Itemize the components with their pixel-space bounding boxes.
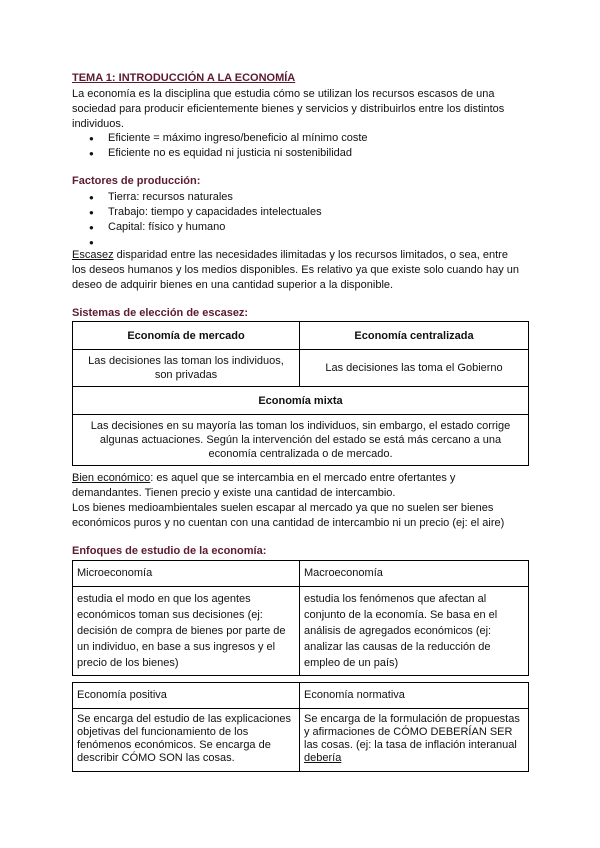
intro-line: La economía es la disciplina que estudia cómo se utilizan los recursos escasos de una [72,88,495,100]
page-title: TEMA 1: INTRODUCCIÓN A LA ECONOMÍA [72,72,296,84]
enfoques-heading: Enfoques de estudio de la economía: [72,545,267,557]
list-item: ● Trabajo: tiempo y capacidades intelectuales [72,205,322,220]
bien-paragraph-line: económicos puros y no cuentan con una cantidad de intercambio ni un precio (ej: el aire) [72,517,505,529]
sistemas-heading: Sistemas de elección de escasez: [72,307,249,319]
enfoques-table [72,560,529,676]
intro-line: individuos. [72,118,124,130]
table-cell: estudia el modo en que los agentes económicos toman sus decisiones (ej: decisión de compra de bienes por parte de un individuo, en base a sus ingresos y el precio de los bienes) [73,587,300,676]
factores-heading: Factores de producción: [72,175,201,187]
escasez-paragraph-line: los deseos humanos y los medios disponibles. Es relativo ya que existe solo cuando hay un [72,264,519,276]
factores-bullet-list [72,190,322,250]
escasez-paragraph-line [72,248,532,263]
table-header-cell: Economía mixta [73,387,529,415]
intro-bullet-list [72,131,368,161]
intro-line: sociedad para producir eficientemente bienes y servicios y distribuirlos entre los distintos [72,103,505,115]
bien-definition: : es aquel que se intercambia en el mercado entre ofertantes y [150,472,456,484]
list-item: ● Tierra: recursos naturales [72,190,322,205]
bien-term: Bien económico [72,472,151,484]
table-cell: Las decisiones en su mayoría las toman los individuos, sin embargo, el estado corrige algunas actuaciones. Según la intervención del estado se está más cercano a una economía centralizada o de mercado. [73,415,529,466]
sistemas-table [72,321,529,466]
normativa-underlined-word: debería [304,752,342,764]
escasez-term: Escasez [72,249,114,261]
escasez-definition: disparidad entre las necesidades ilimitadas y los recursos limitados, o sea, entre [113,249,508,261]
list-item: ● Capital: físico y humano [72,220,322,235]
bien-paragraph-line: demandantes. Tienen precio y existe una cantidad de intercambio. [72,487,396,499]
bien-paragraph-line: Los bienes medioambientales suelen escapar al mercado ya que no suelen ser bienes [72,502,494,514]
list-item: ● Eficiente = máximo ingreso/beneficio al mínimo coste [72,131,368,146]
table-header-cell: Economía normativa [300,683,529,709]
table-header-cell: Economía de mercado [73,322,300,350]
bien-paragraph-line [72,471,532,486]
normativa-text: Se encarga de la formulación de propuestas y afirmaciones de CÓMO DEBERÍAN SER las cosas. (ej: la tasa de inflación interanual [304,713,520,751]
table-header-cell: Microeconomía [73,561,300,587]
table-cell: Se encarga del estudio de las explicaciones objetivas del funcionamiento de los fenómenos económicos. Se encarga de describir CÓMO SON las cosas. [73,709,300,772]
table-header-cell: Economía centralizada [300,322,529,350]
table-cell [300,709,529,772]
positiva-normativa-table [72,682,529,772]
list-item: ● Eficiente no es equidad ni justicia ni sostenibilidad [72,146,368,161]
table-cell: Las decisiones las toma el Gobierno [300,350,529,387]
escasez-paragraph-line: deseo de adquirir bienes en una cantidad superior a la disponible. [72,279,394,291]
table-header-cell: Economía positiva [73,683,300,709]
table-header-cell: Macroeconomía [300,561,529,587]
table-cell: estudia los fenómenos que afectan al conjunto de la economía. Se basa en el análisis de agregados económicos (ej: analizar las causas de la reducción de empleo de un país) [300,587,529,676]
table-cell: Las decisiones las toman los individuos, son privadas [73,350,300,387]
